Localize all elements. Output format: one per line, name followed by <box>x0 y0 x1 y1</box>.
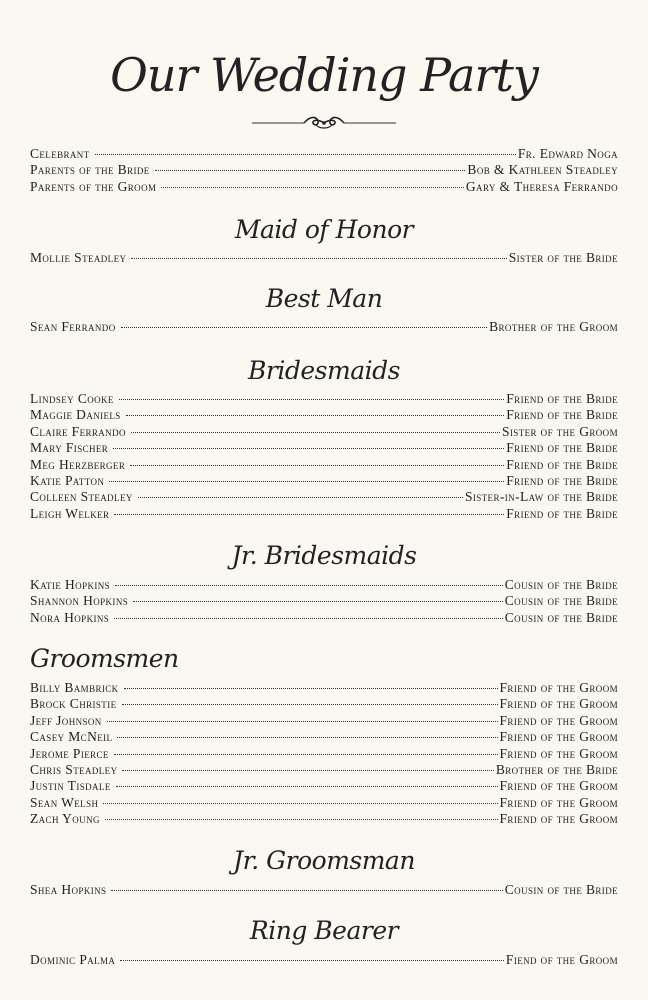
best-man-heading: Best Man <box>265 284 383 313</box>
member-name: Meg Herzberger <box>30 456 126 472</box>
groomsmen-list <box>30 680 618 828</box>
member-name: Lindsey Cooke <box>30 391 114 406</box>
party-member-row <box>30 440 618 456</box>
member-name: Sean Welsh <box>30 794 99 810</box>
dot-leader <box>131 257 506 259</box>
member-name: Casey McNeil <box>30 729 113 745</box>
party-member-row <box>30 407 618 423</box>
member-role: Fiend of the Groom <box>505 952 618 967</box>
ring-bearer-heading: Ring Bearer <box>249 916 399 945</box>
flourish-divider-icon <box>252 113 396 131</box>
member-role: Friend of the Groom <box>499 745 618 761</box>
member-name: Justin Tisdale <box>30 778 111 794</box>
member-role: Cousin of the Bride <box>504 609 618 625</box>
party-member-row <box>30 882 618 898</box>
party-member-row <box>30 762 618 778</box>
member-role: Cousin of the Bride <box>504 593 618 609</box>
jr-bridesmaids-list <box>30 577 618 626</box>
dot-leader <box>124 687 498 689</box>
dot-leader <box>95 153 516 155</box>
member-name: Celebrant <box>30 146 90 161</box>
dot-leader <box>121 326 488 328</box>
member-role: Brother of the Bride <box>495 761 618 777</box>
dot-leader <box>131 431 500 433</box>
party-member-row <box>30 811 618 827</box>
member-role: Friend of the Groom <box>499 696 618 712</box>
member-role: Brother of the Groom <box>489 319 618 334</box>
member-name: Parents of the Bride <box>30 162 150 178</box>
member-role: Friend of the Groom <box>499 794 618 810</box>
member-role: Friend of the Bride <box>506 407 618 423</box>
groomsmen-heading: Groomsmen <box>30 644 179 673</box>
party-member-row <box>30 473 618 489</box>
dot-leader <box>115 584 503 586</box>
bridesmaids-heading: Bridesmaids <box>248 356 400 385</box>
dot-leader <box>111 889 502 891</box>
member-role: Cousin of the Bride <box>504 882 618 897</box>
member-name: Zach Young <box>30 811 100 827</box>
jr-groomsman-list <box>30 882 618 898</box>
member-role: Gary & Theresa Ferrando <box>465 178 618 194</box>
member-name: Parents of the Groom <box>30 178 157 194</box>
member-role: Sister-in-Law of the Bride <box>464 489 618 505</box>
party-member-row <box>30 489 618 505</box>
member-role: Friend of the Bride <box>506 456 618 472</box>
party-member-row <box>30 391 618 407</box>
member-role: Sister of the Groom <box>502 423 618 439</box>
dot-leader <box>155 169 466 171</box>
party-member-row <box>30 952 618 968</box>
dot-leader <box>114 513 504 515</box>
dot-leader <box>122 769 493 771</box>
member-name: Sean Ferrando <box>30 319 116 334</box>
member-name: Claire Ferrando <box>30 423 126 439</box>
member-role: Friend of the Groom <box>499 811 618 827</box>
member-role: Friend of the Groom <box>499 680 618 695</box>
dot-leader <box>138 496 463 498</box>
member-role: Friend of the Groom <box>499 712 618 728</box>
maid-of-honor-list <box>30 250 618 266</box>
party-member-row <box>30 696 618 712</box>
dot-leader <box>107 720 498 722</box>
member-role: Friend of the Bride <box>506 505 618 521</box>
member-role: Bob & Kathleen Steadley <box>467 162 618 178</box>
member-name: Billy Bambrick <box>30 680 119 695</box>
member-name: Katie Hopkins <box>30 577 111 592</box>
member-name: Maggie Daniels <box>30 407 121 423</box>
party-member-row <box>30 506 618 522</box>
party-member-row <box>30 778 618 794</box>
member-name: Leigh Welker <box>30 505 110 521</box>
dot-leader <box>116 785 498 787</box>
party-member-row <box>30 680 618 696</box>
dot-leader <box>114 753 498 755</box>
jr-groomsman-heading: Jr. Groomsman <box>233 846 415 875</box>
party-member-row <box>30 179 618 195</box>
member-role: Friend of the Bride <box>506 440 618 456</box>
member-name: Chris Steadley <box>30 761 118 777</box>
member-role: Sister of the Bride <box>508 250 618 265</box>
member-name: Dominic Palma <box>30 952 116 967</box>
member-name: Katie Patton <box>30 472 105 488</box>
member-role: Fr. Edward Noga <box>517 146 618 161</box>
member-name: Nora Hopkins <box>30 609 110 625</box>
party-member-row <box>30 795 618 811</box>
member-name: Mollie Steadley <box>30 250 127 265</box>
member-role: Friend of the Groom <box>499 778 618 794</box>
party-member-row <box>30 162 618 178</box>
party-member-row <box>30 250 618 266</box>
dot-leader <box>103 802 497 804</box>
party-member-row <box>30 713 618 729</box>
dot-leader <box>114 617 503 619</box>
dot-leader <box>126 414 505 416</box>
member-name: Shea Hopkins <box>30 882 107 897</box>
member-name: Colleen Steadley <box>30 489 133 505</box>
page-title: Our Wedding Party <box>110 48 538 102</box>
party-member-row <box>30 319 618 335</box>
party-member-row <box>30 457 618 473</box>
dot-leader <box>109 480 504 482</box>
member-name: Jeff Johnson <box>30 712 102 728</box>
party-member-row <box>30 729 618 745</box>
party-member-row <box>30 577 618 593</box>
member-role: Friend of the Bride <box>506 391 618 406</box>
dot-leader <box>113 447 504 449</box>
dot-leader <box>119 398 504 400</box>
member-role: Friend of the Bride <box>506 472 618 488</box>
officiants-list <box>30 146 618 195</box>
member-name: Shannon Hopkins <box>30 593 129 609</box>
dot-leader <box>122 703 498 705</box>
party-member-row <box>30 146 618 162</box>
best-man-list <box>30 319 618 335</box>
party-member-row <box>30 610 618 626</box>
dot-leader <box>130 464 504 466</box>
dot-leader <box>117 736 497 738</box>
party-member-row <box>30 593 618 609</box>
bridesmaids-list <box>30 391 618 522</box>
dot-leader <box>133 600 503 602</box>
member-name: Jerome Pierce <box>30 745 109 761</box>
member-role: Friend of the Groom <box>499 729 618 745</box>
party-member-row <box>30 746 618 762</box>
maid-of-honor-heading: Maid of Honor <box>234 215 414 244</box>
dot-leader <box>105 818 498 820</box>
dot-leader <box>161 186 464 188</box>
dot-leader <box>120 959 504 961</box>
jr-bridesmaids-heading: Jr. Bridesmaids <box>231 541 417 570</box>
ring-bearer-list <box>30 952 618 968</box>
party-member-row <box>30 424 618 440</box>
member-name: Brock Christie <box>30 696 117 712</box>
member-name: Mary Fischer <box>30 440 109 456</box>
member-role: Cousin of the Bride <box>504 577 618 592</box>
